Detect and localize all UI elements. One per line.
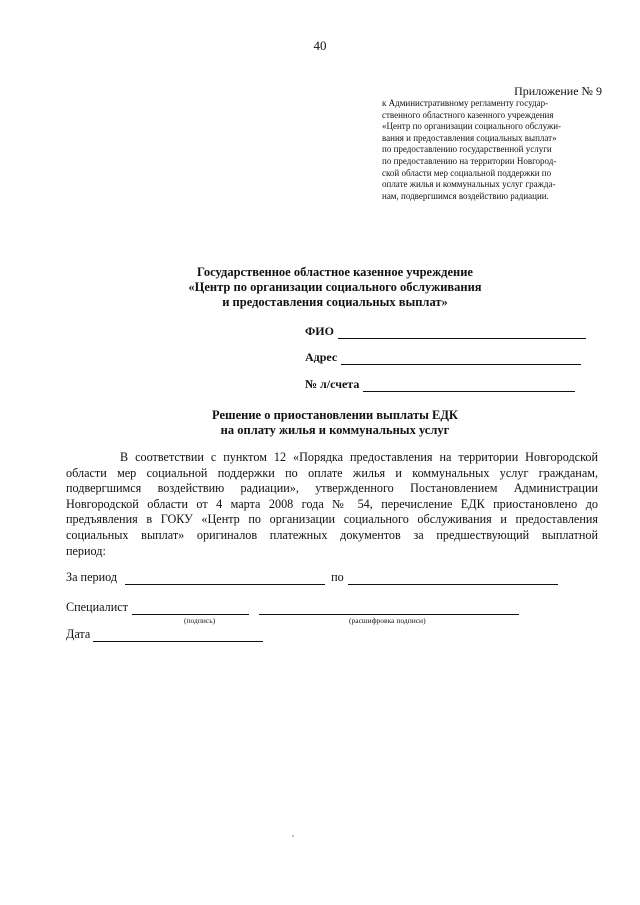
organization-line: Государственное областное казенное учреждение — [197, 265, 473, 279]
account-blank-line — [363, 379, 575, 392]
appendix-line: нам, подвергшимся воздействию радиации. — [382, 190, 549, 201]
specialist-row — [66, 600, 519, 615]
date-blank — [93, 629, 263, 642]
organization-name — [110, 265, 560, 310]
body-line: подвергшимся воздействию радиации», утвержденного Постановлением Администрации — [66, 481, 598, 496]
specialist-label: Специалист — [66, 600, 128, 614]
organization-line: «Центр по организации социального обслуживания — [188, 280, 482, 294]
fio-label: ФИО — [305, 324, 334, 338]
decision-body — [66, 450, 598, 559]
appendix-line: к Административному регламенту государ- — [382, 98, 549, 108]
signature-blank — [132, 602, 249, 615]
date-label: Дата — [66, 627, 91, 641]
account-field — [305, 377, 575, 392]
appendix-line: «Центр по организации социального обслужи- — [382, 121, 562, 132]
period-row — [66, 570, 558, 585]
organization-line: и предоставления социальных выплат» — [222, 295, 448, 309]
appendix-line: оплате жилья и коммунальных услуг гражда- — [382, 179, 556, 190]
address-blank-line — [341, 352, 581, 365]
decode-caption: (расшифровка подписи) — [349, 616, 426, 625]
body-line: предъявления в ГОКУ «Центр по организации социального обслуживания и предоставления — [66, 512, 598, 527]
page-number: 40 — [313, 38, 327, 53]
appendix-title: Приложение № 9 — [514, 84, 602, 98]
period-label: За период — [66, 570, 118, 584]
fio-blank-line — [338, 326, 586, 339]
decision-line: Решение о приостановлении выплаты ЕДК — [212, 408, 458, 422]
appendix-line: ской области мер социальной поддержки по — [382, 167, 552, 178]
period-to-label: по — [331, 570, 344, 584]
address-label: Адрес — [305, 350, 338, 364]
address-field — [305, 350, 581, 365]
appendix-line: по предоставлению на территории Новгород- — [382, 155, 557, 166]
fio-field — [305, 324, 586, 339]
signature-caption: (подпись) — [184, 616, 216, 625]
period-to-blank — [348, 572, 558, 585]
appendix-line: вания и предоставления социальных выплат» — [382, 132, 557, 143]
body-line: области мер социальной поддержки по оплате жилья и коммунальных услуг гражданам, — [66, 465, 598, 480]
body-line: период: — [66, 543, 106, 558]
appendix-description — [382, 98, 600, 202]
appendix-line: ственного областного казенного учреждения — [382, 109, 554, 120]
body-line: социальных выплат» оригиналов платежных документов за предшествующий выплатной — [66, 527, 598, 542]
period-from-blank — [125, 572, 325, 585]
body-line: Новгородской области от 4 марта 2008 года № 54, перечисление ЕДК приостановлено до — [66, 496, 598, 511]
account-label: № л/счета — [305, 377, 360, 391]
decision-line: на оплату жилья и коммунальных услуг — [220, 423, 450, 437]
appendix-line: по предоставлению государственной услуги — [382, 144, 552, 155]
scan-speck — [292, 835, 294, 837]
decision-title — [110, 408, 560, 438]
body-line: В соответствии с пунктом 12 «Порядка предоставления на территории Новгородской — [120, 450, 598, 464]
date-row — [66, 627, 263, 642]
signature-decode-blank — [259, 602, 519, 615]
